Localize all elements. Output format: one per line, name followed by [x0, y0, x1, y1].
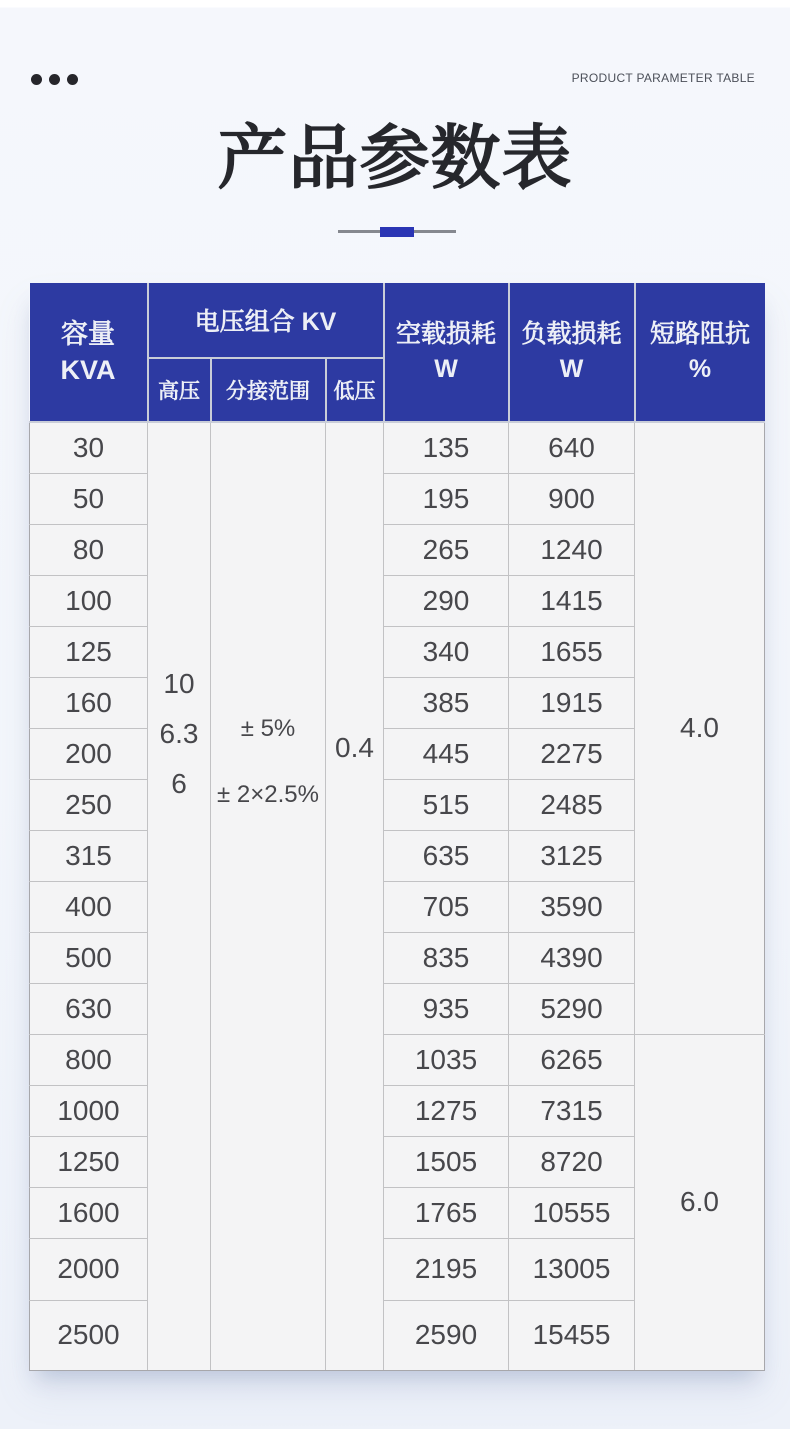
- header-load-loss: [509, 283, 635, 422]
- cell-no-load: 290: [384, 575, 509, 626]
- parameter-table: [29, 283, 764, 1371]
- cell-load: 1240: [509, 524, 635, 575]
- cell-no-load: 2590: [384, 1300, 509, 1370]
- header-impedance-line2: %: [688, 355, 712, 383]
- cell-no-load: 1035: [384, 1034, 509, 1085]
- header-capacity-line1: 容量: [61, 319, 115, 349]
- kicker-text: PRODUCT PARAMETER TABLE: [571, 71, 755, 85]
- header-voltage-group: 电压组合 KV: [148, 283, 384, 358]
- cell-kva: 160: [30, 677, 148, 728]
- cell-kva: 50: [30, 473, 148, 524]
- cell-impedance-group2: 6.0: [635, 1034, 765, 1370]
- cell-no-load: 2195: [384, 1238, 509, 1300]
- cell-tap-range-merged: [211, 422, 326, 1370]
- header-tap-range: 分接范围: [211, 358, 326, 422]
- header-load-loss-line2: W: [559, 355, 584, 383]
- cell-load: 5290: [509, 983, 635, 1034]
- cell-kva: 200: [30, 728, 148, 779]
- cell-no-load: 385: [384, 677, 509, 728]
- cell-kva: 30: [30, 422, 148, 473]
- page-title: 产品参数表: [217, 119, 573, 197]
- cell-no-load: 195: [384, 473, 509, 524]
- header-capacity: [30, 283, 148, 422]
- header-load-loss-line1: 负载损耗: [521, 320, 622, 348]
- cell-load: 640: [509, 422, 635, 473]
- header-high-voltage: 高压: [148, 358, 211, 422]
- header-impedance: [635, 283, 765, 422]
- cell-load: 10555: [509, 1187, 635, 1238]
- cell-kva: 2500: [30, 1300, 148, 1370]
- cell-impedance-group1: 4.0: [635, 422, 765, 1034]
- cell-kva: 2000: [30, 1238, 148, 1300]
- divider-accent: [380, 227, 414, 237]
- spec-table: [29, 283, 765, 1371]
- cell-no-load: 635: [384, 830, 509, 881]
- cell-kva: 315: [30, 830, 148, 881]
- header-impedance-line1: 短路阻抗: [650, 320, 751, 348]
- window-dots: [31, 74, 78, 85]
- cell-kva: 1000: [30, 1085, 148, 1136]
- cell-load: 3125: [509, 830, 635, 881]
- cell-no-load: 1765: [384, 1187, 509, 1238]
- header-low-voltage: 低压: [326, 358, 384, 422]
- cell-load: 900: [509, 473, 635, 524]
- high-voltage-value: 6: [171, 768, 187, 799]
- cell-no-load: 935: [384, 983, 509, 1034]
- cell-load: 2275: [509, 728, 635, 779]
- cell-no-load: 515: [384, 779, 509, 830]
- header-no-load-loss: [384, 283, 509, 422]
- cell-load: 2485: [509, 779, 635, 830]
- cell-no-load: 265: [384, 524, 509, 575]
- cell-no-load: 445: [384, 728, 509, 779]
- cell-high-voltage-merged: [148, 422, 211, 1370]
- cell-kva: 1250: [30, 1136, 148, 1187]
- header-capacity-line2: KVA: [60, 355, 116, 385]
- cell-kva: 250: [30, 779, 148, 830]
- cell-load: 15455: [509, 1300, 635, 1370]
- cell-no-load: 705: [384, 881, 509, 932]
- cell-no-load: 835: [384, 932, 509, 983]
- cell-kva: 1600: [30, 1187, 148, 1238]
- cell-no-load: 135: [384, 422, 509, 473]
- header-no-load-loss-line1: 空载损耗: [396, 320, 497, 348]
- high-voltage-value: 6.3: [159, 718, 199, 749]
- cell-load: 6265: [509, 1034, 635, 1085]
- cell-kva: 100: [30, 575, 148, 626]
- dot-icon: [67, 74, 78, 85]
- cell-kva: 800: [30, 1034, 148, 1085]
- cell-kva: 125: [30, 626, 148, 677]
- cell-load: 4390: [509, 932, 635, 983]
- cell-no-load: 340: [384, 626, 509, 677]
- dot-icon: [31, 74, 42, 85]
- dot-icon: [49, 74, 60, 85]
- cell-load: 1415: [509, 575, 635, 626]
- table-row: [30, 1034, 765, 1085]
- cell-no-load: 1275: [384, 1085, 509, 1136]
- header-no-load-loss-line2: W: [434, 355, 458, 383]
- high-voltage-value: 10: [163, 668, 195, 699]
- cell-no-load: 1505: [384, 1136, 509, 1187]
- tap-range-value: ± 5%: [240, 715, 296, 742]
- low-voltage-value: 0.4: [335, 732, 374, 763]
- cell-load: 1655: [509, 626, 635, 677]
- cell-load: 3590: [509, 881, 635, 932]
- cell-load: 7315: [509, 1085, 635, 1136]
- cell-kva: 630: [30, 983, 148, 1034]
- cell-kva: 400: [30, 881, 148, 932]
- cell-kva: 500: [30, 932, 148, 983]
- cell-kva: 80: [30, 524, 148, 575]
- cell-load: 13005: [509, 1238, 635, 1300]
- cell-load: 1915: [509, 677, 635, 728]
- tap-range-value: ± 2×2.5%: [217, 781, 319, 808]
- table-row: [30, 422, 765, 473]
- title-divider: [338, 227, 456, 237]
- cell-load: 8720: [509, 1136, 635, 1187]
- cell-low-voltage-merged: [326, 422, 384, 1370]
